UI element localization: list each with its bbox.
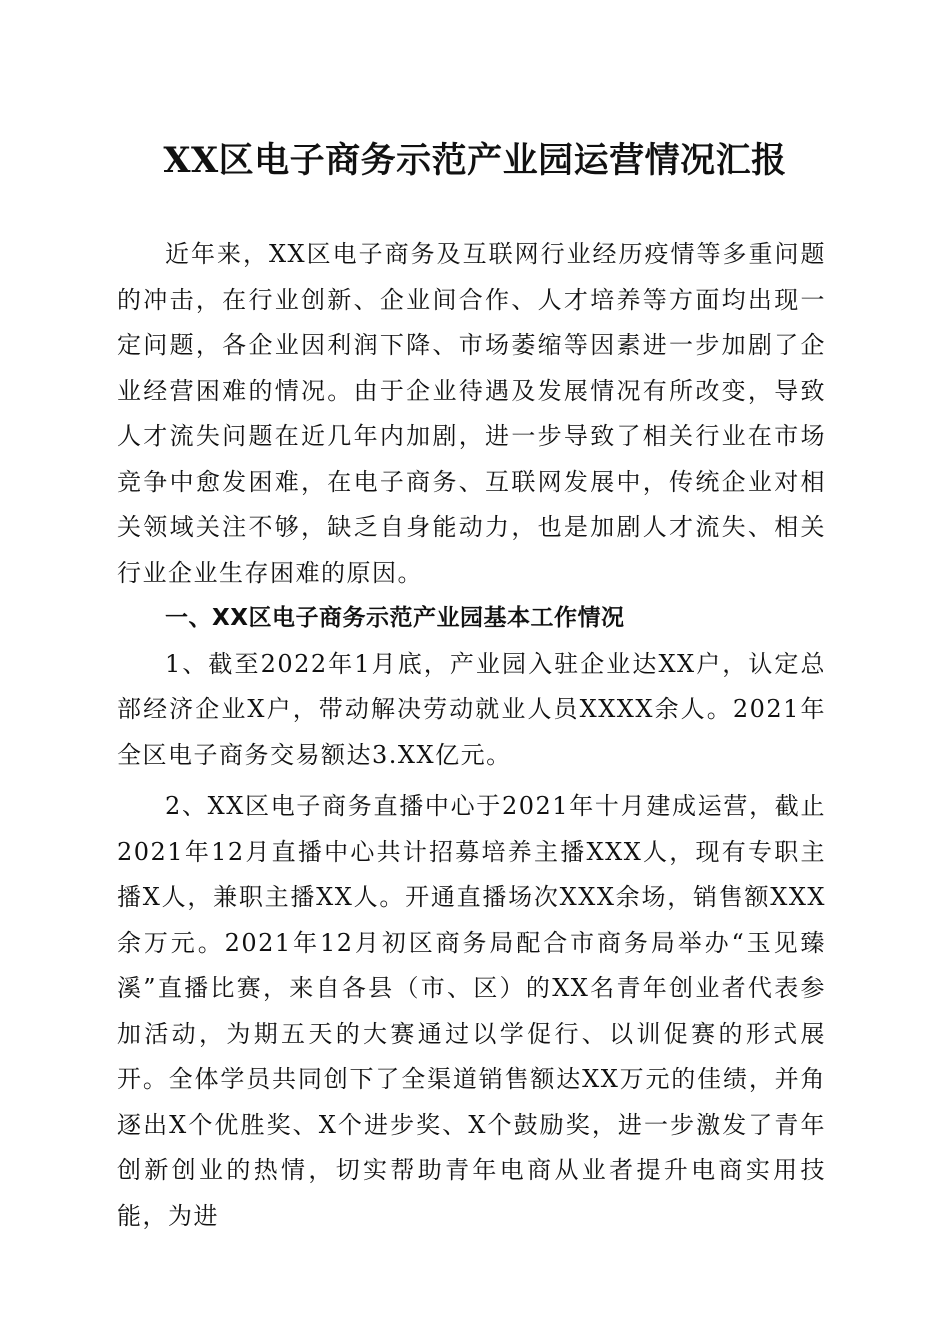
paragraph-2: 2、XX区电子商务直播中心于2021年十月建成运营，截止2021年12月直播中心共计招募培养主播XXX人，现有专职主播X人，兼职主播XX人。开通直播场次XXX余场，销售额XXX余万元。2021年12月初区商务局配合市商务局举办“玉见臻溪”直播比赛，来自各县（市、区）的XX名青年创业者代表参加活动，为期五天的大赛通过以学促行、以训促赛的形式展开。全体学员共同创下了全渠道销售额达XX万元的佳绩，并角逐出X个优胜奖、X个进步奖、X个鼓励奖，进一步激发了青年创新创业的热情，切实帮助青年电商从业者提升电商实用技能，为进 [117, 792, 826, 1230]
document-title: XX区电子商务示范产业园运营情况汇报 [163, 140, 787, 181]
section-heading-1: 一、XX区电子商务示范产业园基本工作情况 [165, 605, 625, 631]
paragraph-1: 1、截至2022年1月底，产业园入驻企业达XX户，认定总部经济企业X户，带动解决劳动就业人员XXXX余人。2021年全区电子商务交易额达3.XX亿元。 [117, 649, 826, 769]
document-body [117, 232, 826, 1239]
intro-paragraph: 近年来，XX区电子商务及互联网行业经历疫情等多重问题的冲击，在行业创新、企业间合作、人才培养等方面均出现一定问题，各企业因利润下降、市场萎缩等因素进一步加剧了企业经营困难的情况。由于企业待遇及发展情况有所改变，导致人才流失问题在近几年内加剧，进一步导致了相关行业在市场竞争中愈发困难，在电子商务、互联网发展中，传统企业对相关领域关注不够，缺乏自身能动力，也是加剧人才流失、相关行业企业生存困难的原因。 [117, 240, 826, 587]
